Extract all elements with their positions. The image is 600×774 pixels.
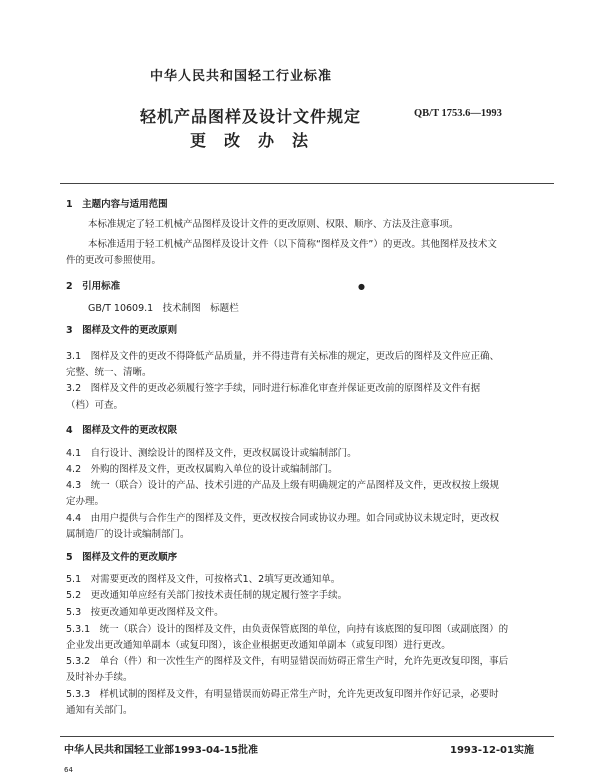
section-line: 3.1 图样及文件的更改不得降低产品质量，并不得违背有关标准的规定，更改后的图样及文件应正确、	[66, 351, 500, 362]
standard-number: QB/T 1753.6—1993	[414, 108, 502, 119]
document-title-line-1: 轻机产品图样及设计文件规定	[140, 107, 362, 126]
standard-issuing-body: 中华人民共和国轻工行业标准	[150, 69, 333, 84]
section-line: GB/T 10609.1 技术制图 标题栏	[88, 303, 239, 314]
section-heading: 5 图样及文件的更改顺序	[66, 552, 178, 563]
section-line: 本标准规定了轻工机械产品图样及设计文件的更改原则、权限、顺序、方法及注意事项。	[88, 219, 459, 230]
section-line: 件的更改可参照使用。	[66, 255, 162, 266]
section-line: 5.3.1 统一（联合）设计的图样及文件，由负责保管底图的单位，向持有该底图的复印图（或副底图）的	[66, 624, 509, 635]
section-heading: 4 图样及文件的更改权限	[66, 425, 178, 436]
section-line: 5.1 对需要更改的图样及文件，可按格式1、2填写更改通知单。	[66, 574, 341, 585]
approval-date: 中华人民共和国轻工业部1993-04-15批准	[64, 745, 258, 756]
section-line: （档）可查。	[66, 400, 124, 411]
header-rule	[60, 183, 554, 184]
section-line: 5.3.3 样机试制的图样及文件，有明显错误而妨碍正常生产时，允许先更改复印图并作好记录，必要时	[66, 689, 499, 700]
section-line: 及时补办手续。	[66, 672, 133, 683]
document-title-line-2: 更改办法	[190, 131, 327, 150]
section-line: 通知有关部门。	[66, 705, 133, 716]
section-line: 4.1 自行设计、测绘设计的图样及文件，更改权属设计或编制部门。	[66, 448, 357, 459]
section-line: 5.3 按更改通知单更改图样及文件。	[66, 607, 224, 618]
reference-mark: ●	[358, 282, 365, 291]
section-heading: 3 图样及文件的更改原则	[66, 325, 178, 336]
section-line: 4.3 统一（联合）设计的产品、技术引进的产品及上级有明确规定的产品图样及文件，更改权按上级规	[66, 480, 500, 491]
page-number: 64	[64, 766, 73, 774]
implementation-date: 1993-12-01实施	[450, 745, 534, 756]
section-line: 5.3.2 单台（件）和一次性生产的图样及文件，有明显错误而妨碍正常生产时，允许先更改复印图，事后	[66, 656, 509, 667]
section-heading: 2 引用标准	[66, 281, 121, 292]
section-line: 企业发出更改通知单副本（或复印图），该企业根据更改通知单副本（或复印图）进行更改。	[66, 640, 451, 651]
section-line: 定办理。	[66, 496, 105, 507]
section-line: 完整、统一、清晰。	[66, 367, 152, 378]
section-line: 属制造厂的设计或编制部门。	[66, 529, 190, 540]
section-line: 4.2 外购的图样及文件，更改权属购入单位的设计或编制部门。	[66, 464, 338, 475]
footer-rule	[60, 736, 554, 737]
section-line: 3.2 图样及文件的更改必须履行签字手续，同时进行标准化审查并保证更改前的原图样及文件有据	[66, 383, 481, 394]
section-line: 本标准适用于轻工机械产品图样及设计文件（以下简称“图样及文件”）的更改。其他图样及技术文	[88, 239, 497, 250]
section-line: 5.2 更改通知单应经有关部门按技术责任制的规定履行签字手续。	[66, 590, 348, 601]
section-line: 4.4 由用户提供与合作生产的图样及文件，更改权按合同或协议办理。如合同或协议未规定时，更改权	[66, 513, 500, 524]
section-heading: 1 主题内容与适用范围	[66, 199, 168, 210]
